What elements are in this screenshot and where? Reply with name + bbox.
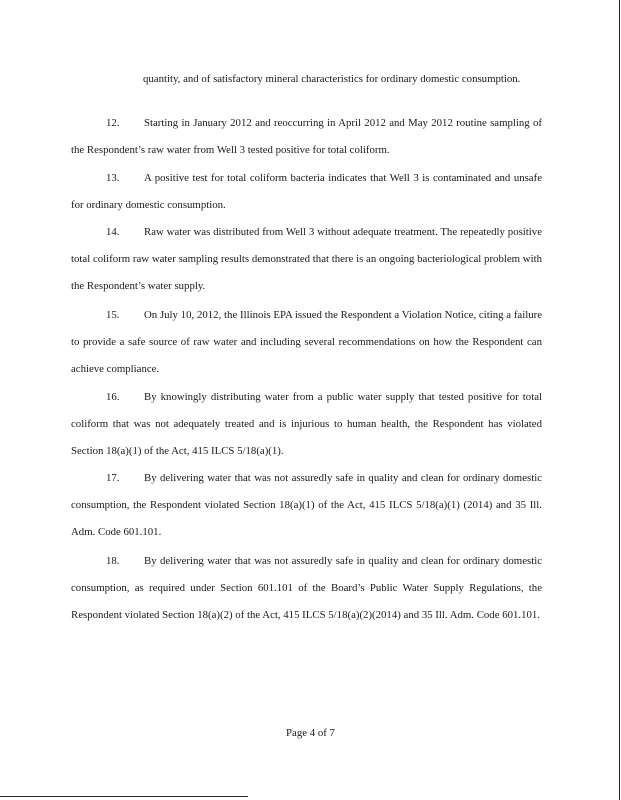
paragraph-number: 15. [106, 309, 120, 321]
page-edge-line [619, 0, 620, 800]
paragraph-text: Raw water was distributed from Well 3 without adequate treatment. The repeatedly positive total coliform raw water sampling results demonstrated that there is an ongoing bacteriological problem with the Respondent’s water supply. [71, 226, 542, 292]
paragraph-12 [71, 110, 542, 164]
paragraph-text: By knowingly distributing water from a public water supply that tested positive for total coliform that was not adequately treated and is injurious to human health, the Respondent has violated Section 18(a)(1) of the Act, 415 ILCS 5/18(a)(1). [71, 391, 542, 457]
paragraph-text: On July 10, 2012, the Illinois EPA issued the Respondent a Violation Notice, citing a failure to provide a safe source of raw water and including several recommendations on how the Respondent can achieve compliance. [71, 309, 542, 375]
continuation-text: quantity, and of satisfactory mineral characteristics for ordinary domestic consumption. [143, 73, 521, 85]
paragraph-16 [71, 384, 542, 465]
paragraph-number: 17. [106, 472, 120, 484]
paragraph-13 [71, 165, 542, 219]
paragraph-number: 13. [106, 172, 120, 184]
paragraph-18 [71, 548, 542, 629]
page-footer: Page 4 of 7 [286, 727, 335, 739]
paragraph-number: 14. [106, 226, 120, 238]
paragraph-17 [71, 465, 542, 546]
paragraph-text: A positive test for total coliform bacteria indicates that Well 3 is contaminated and unsafe for ordinary domestic consumption. [71, 172, 542, 211]
paragraph-number: 18. [106, 555, 120, 567]
paragraph-number: 12. [106, 117, 120, 129]
paragraph-text: Starting in January 2012 and reoccurring in April 2012 and May 2012 routine sampling of the Respondent’s raw water from Well 3 tested positive for total coliform. [71, 117, 542, 156]
paragraph-text: By delivering water that was not assuredly safe in quality and clean for ordinary domestic consumption, the Respondent violated Section 18(a)(1) of the Act, 415 ILCS 5/18(a)(1) (2014) and 35 Ill. Adm. Code 601.101. [71, 472, 542, 538]
paragraph-11-continuation [143, 72, 543, 86]
paragraph-15 [71, 302, 542, 383]
paragraph-14 [71, 219, 542, 300]
paragraph-text: By delivering water that was not assuredly safe in quality and clean for ordinary domestic consumption, as required under Section 601.101 of the Board’s Public Water Supply Regulations, the Respondent violated Section 18(a)(2) of the Act, 415 ILCS 5/18(a)(2)(2014) and 35 Ill. Adm. Code 601.101. [71, 555, 542, 621]
paragraph-number: 16. [106, 391, 120, 403]
bottom-edge-line [0, 796, 248, 797]
